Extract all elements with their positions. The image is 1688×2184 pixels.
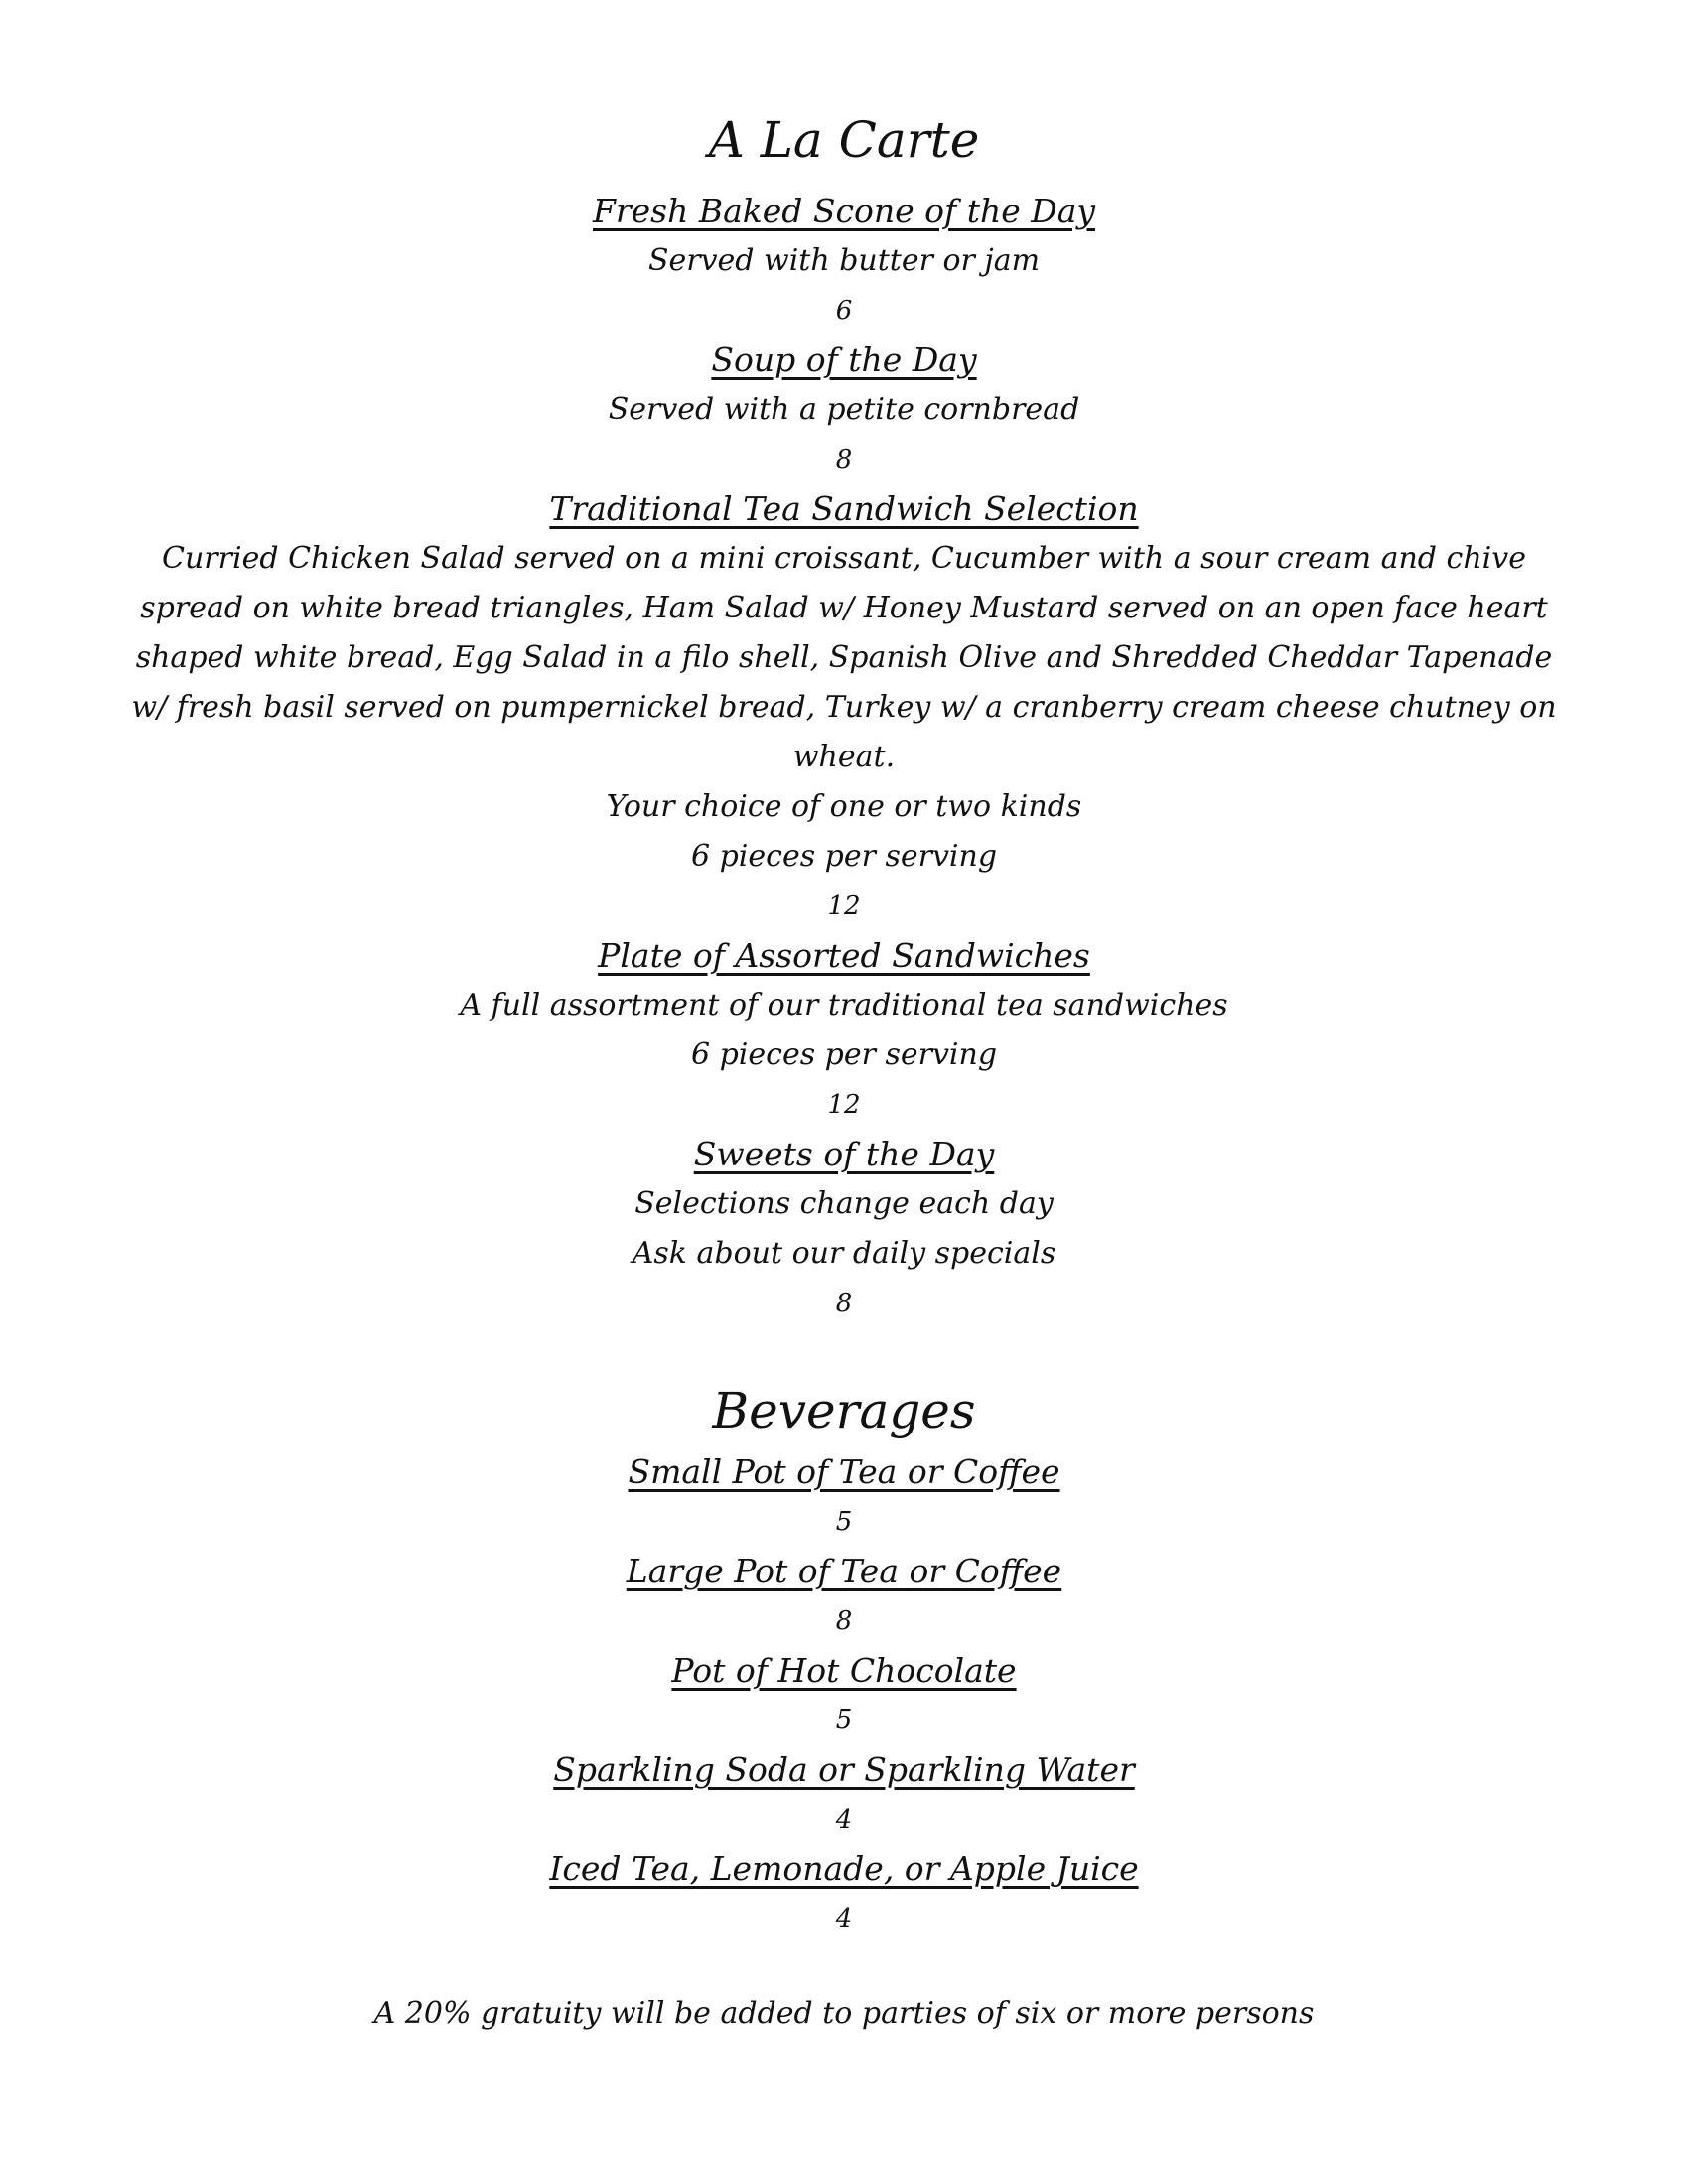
beverages-title: Beverages [712,1382,976,1439]
menu-item-soup [0,336,1688,484]
item-name: Sweets of the Day [693,1135,995,1173]
item-price: 8 [835,1289,853,1318]
item-price: 5 [835,1706,853,1735]
beverage-item [0,1547,1688,1646]
alacarte-title: A La Carte [708,111,980,169]
beverage-item [0,1745,1688,1844]
item-price: 12 [827,891,861,921]
item-description: Selections change each day [634,1186,1054,1221]
item-price: 4 [835,1805,853,1835]
menu-item-assorted-sandwiches [0,931,1688,1130]
item-name: Plate of Assorted Sandwiches [598,936,1090,975]
beverage-item [0,1447,1688,1547]
item-description: Ask about our daily specials [632,1236,1056,1271]
item-description: Served with butter or jam [647,243,1041,278]
menu-item-scone [0,187,1688,336]
item-price: 8 [835,445,853,475]
item-long-description: Curried Chicken Salad served on a mini croissant, Cucumber with a sour cream and chive spread on white bread triangles, Ham Salad w/ Honey Mustard served on an open face heart shaped white bread, Egg Salad in a filo shell, Spanish Olive and Shredded Cheddar Tapenade w/ fresh basil served on pumpernickel bread, Turkey w/ a cranberry cream cheese chutney on wheat. [131,541,1557,774]
alacarte-section [0,107,1688,1328]
item-description: 6 pieces per serving [690,1037,998,1072]
menu-item-sweets [0,1130,1688,1328]
beverage-item [0,1844,1688,1944]
item-price: 6 [835,296,853,326]
item-name: Traditional Tea Sandwich Selection [549,489,1139,528]
item-name: Pot of Hot Chocolate [671,1651,1017,1690]
beverages-section [0,1378,1688,1944]
item-description: Served with a petite cornbread [608,392,1080,427]
item-price: 4 [835,1904,853,1934]
item-name: Fresh Baked Scone of the Day [592,192,1096,230]
item-name: Soup of the Day [711,341,977,379]
item-price: 5 [835,1507,853,1537]
item-description: 6 pieces per serving [690,839,998,874]
item-price: 12 [827,1090,861,1120]
menu-item-tea-sandwiches [0,484,1688,931]
gratuity-note: A 20% gratuity will be added to parties of six or more persons [373,1996,1315,2031]
item-price: 8 [835,1606,853,1636]
beverage-item [0,1646,1688,1745]
item-description: A full assortment of our traditional tea sandwiches [460,988,1228,1023]
item-name: Large Pot of Tea or Coffee [626,1552,1062,1590]
item-name: Small Pot of Tea or Coffee [628,1452,1060,1491]
item-name: Iced Tea, Lemonade, or Apple Juice [549,1849,1139,1888]
item-name: Sparkling Soda or Sparkling Water [553,1750,1135,1789]
item-description: Your choice of one or two kinds [606,789,1082,824]
